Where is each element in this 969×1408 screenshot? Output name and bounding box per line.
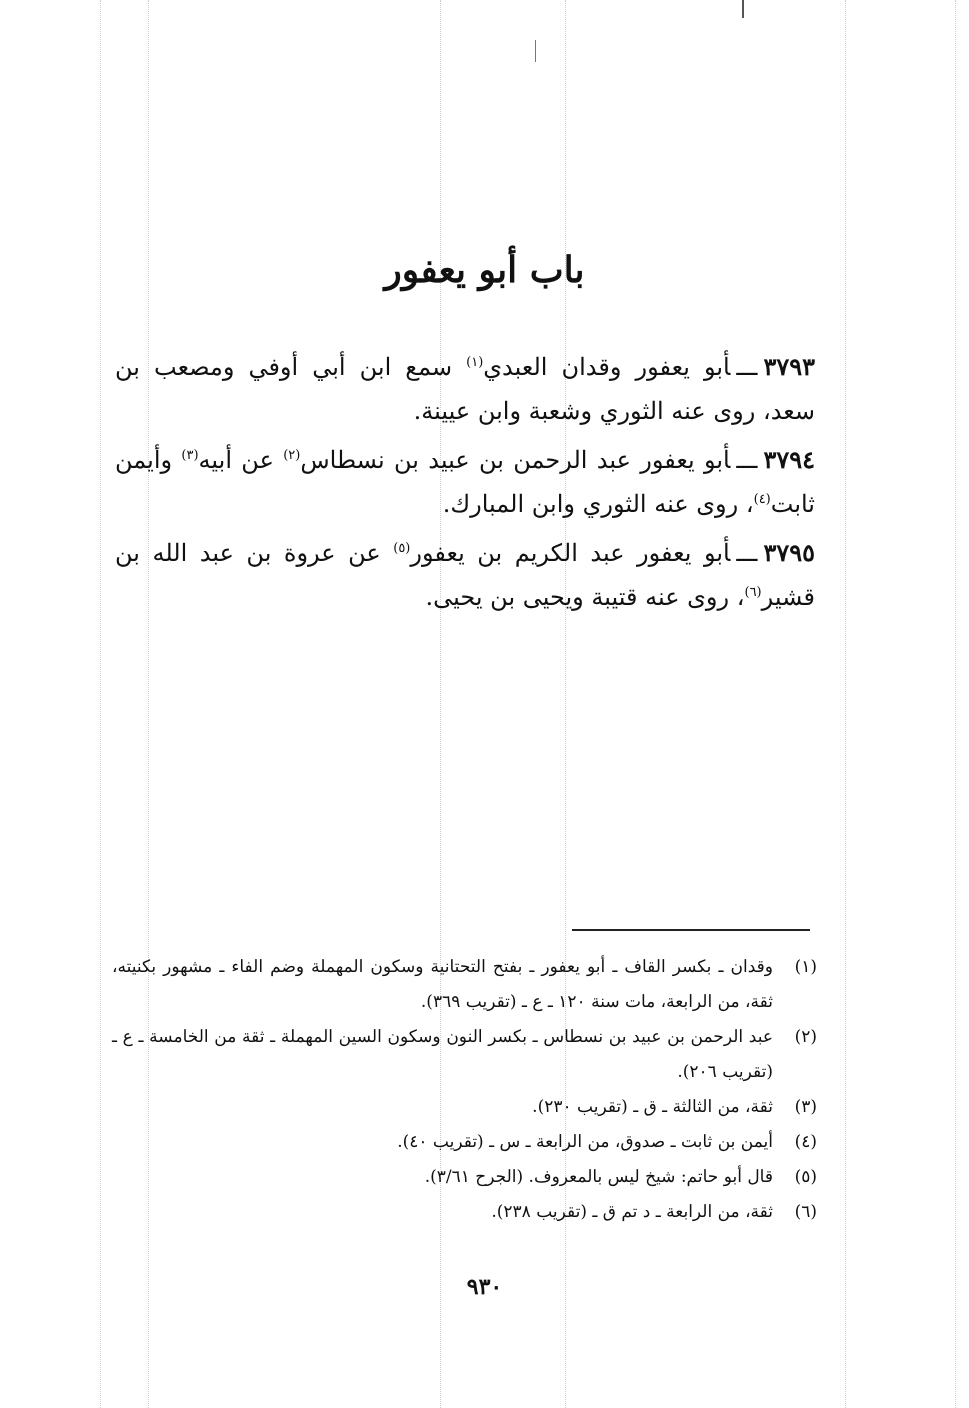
footnote-text: ثقة، من الثالثة ـ ق ـ (تقريب ٢٣٠). — [532, 1097, 773, 1117]
footnote-number: (٢) — [794, 1027, 817, 1047]
entry-text: وأيمن ثابت — [115, 446, 815, 518]
scan-mark — [535, 40, 536, 62]
entry-dash: ـــ — [736, 539, 758, 567]
footnote-number: (٤) — [794, 1132, 817, 1152]
footnote-ref[interactable]: (٢) — [283, 448, 301, 463]
scan-guide-line — [845, 0, 846, 1408]
chapter-title: باب أبو يعفور — [384, 249, 585, 291]
entry — [115, 531, 815, 619]
footnote-text: أيمن بن ثابت ـ صدوق، من الرابعة ـ س ـ (تقريب ٤٠). — [397, 1132, 773, 1152]
footnote-text: ثقة، من الرابعة ـ د تم ق ـ (تقريب ٢٣٨). — [491, 1202, 773, 1222]
entry-text: عن أبيه — [198, 446, 284, 474]
entry-text: ، روى عنه قتيبة ويحيى بن يحيى. — [425, 583, 745, 611]
footnote-ref[interactable]: (٦) — [744, 585, 762, 600]
footnote — [112, 1020, 817, 1090]
entry-text: ، روى عنه الثوري وابن المبارك. — [442, 490, 754, 518]
footnote-text: وقدان ـ بكسر القاف ـ أبو يعفور ـ بفتح التحتانية وسكون المهملة وضم الفاء ـ مشهور بكنيته، ثقة، من الرابعة، مات سنة ١٢٠ ـ ع ـ (تقريب ٣٦٩). — [112, 957, 773, 1012]
footnote — [112, 1090, 817, 1125]
scan-guide-line — [955, 0, 956, 1408]
footnote-ref[interactable]: (١) — [466, 355, 484, 370]
entry-text: أبو يعفور عبد الرحمن بن عبيد بن نسطاس — [300, 446, 731, 474]
entry-dash: ـــ — [736, 353, 758, 381]
footnotes-list — [112, 950, 817, 1230]
footnote-separator — [572, 929, 810, 931]
entry-dash: ـــ — [736, 446, 758, 474]
entry — [115, 438, 815, 526]
entry-number: ٣٧٩٣ — [763, 352, 815, 381]
footnote-number: (١) — [794, 957, 817, 977]
footnote-text: عبد الرحمن بن عبيد بن نسطاس ـ بكسر النون وسكون السين المهملة ـ ثقة من الخامسة ـ ع ـ (تقريب ٢٠٦). — [112, 1027, 773, 1082]
footnote-text: قال أبو حاتم: شيخ ليس بالمعروف. (الجرح ٣/٦١). — [424, 1167, 773, 1187]
footnote-number: (٦) — [794, 1202, 817, 1222]
footnote — [112, 1125, 817, 1160]
footnote-number: (٥) — [794, 1167, 817, 1187]
entry — [115, 345, 815, 433]
footnote — [112, 950, 817, 1020]
page-number: ٩٣٠ — [466, 1274, 503, 1300]
entry-text: أبو يعفور وقدان العبدي — [483, 353, 731, 381]
entry-text: أبو يعفور عبد الكريم بن يعفور — [410, 539, 731, 567]
footnote-ref[interactable]: (٣) — [181, 448, 199, 463]
entries-list — [115, 345, 815, 624]
entry-text: سمع ابن أبي أوفي ومصعب بن سعد، روى عنه الثوري وشعبة وابن عيينة. — [115, 353, 815, 425]
scan-guide-line — [100, 0, 101, 1408]
entry-number: ٣٧٩٤ — [763, 445, 815, 474]
entry-number: ٣٧٩٥ — [763, 538, 815, 567]
scan-mark — [742, 0, 744, 18]
footnote — [112, 1160, 817, 1195]
entry-text: عن عروة بن عبد الله بن قشير — [115, 539, 815, 611]
footnote-ref[interactable]: (٥) — [393, 541, 411, 556]
footnote-ref[interactable]: (٤) — [753, 492, 771, 507]
footnote-number: (٣) — [794, 1097, 817, 1117]
footnote — [112, 1195, 817, 1230]
